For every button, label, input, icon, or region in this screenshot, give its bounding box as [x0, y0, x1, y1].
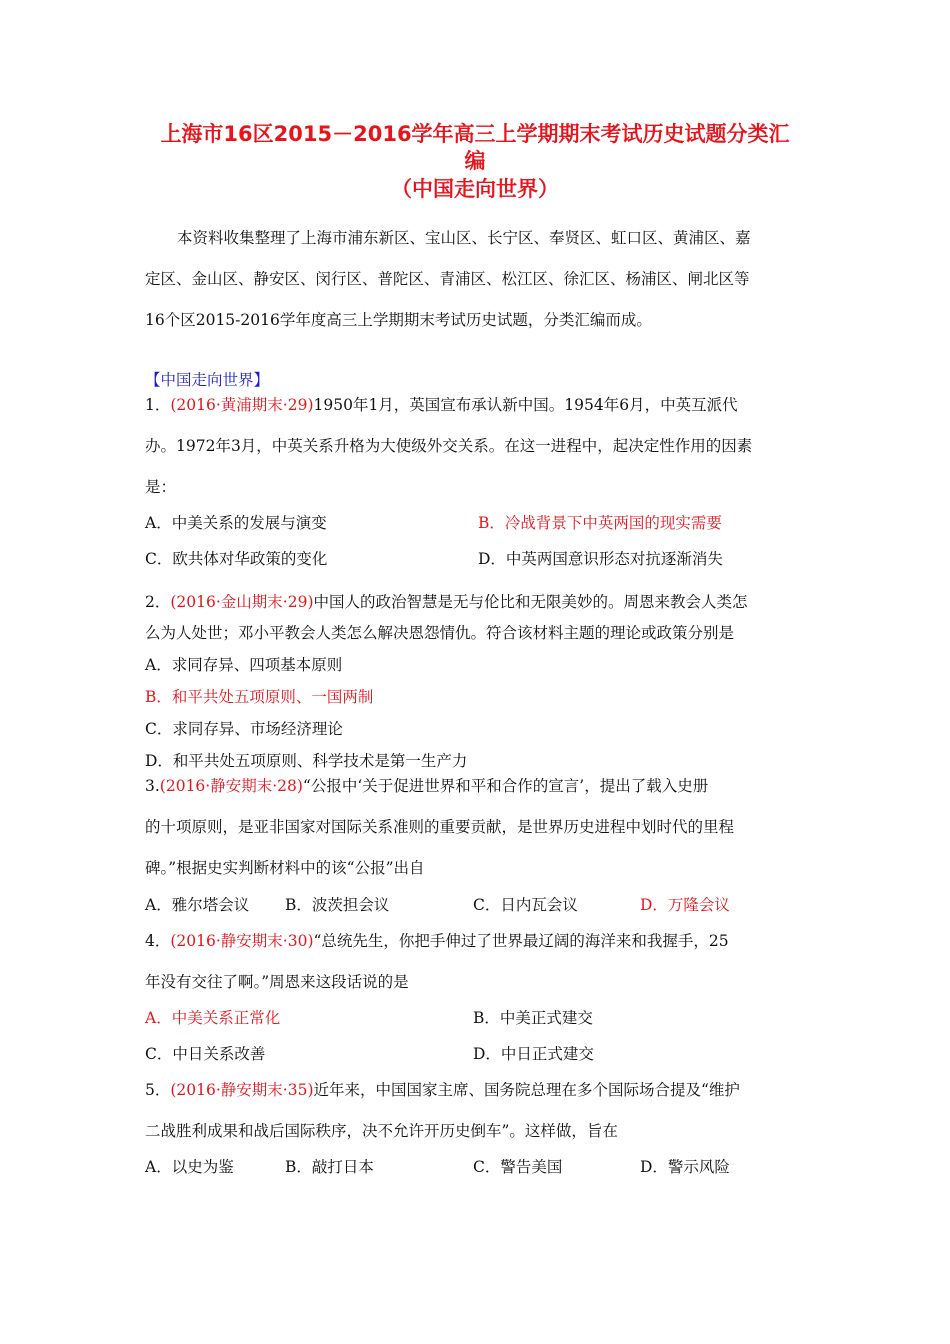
question-2-option-a: A．求同存异、四项基本原则	[145, 656, 343, 674]
question-1-option-b-answer: B．冷战背景下中英两国的现实需要	[478, 514, 722, 532]
question-number: 2．	[145, 593, 171, 611]
question-text: 近年来，中国国家主席、国务院总理在多个国际场合提及“维护	[313, 1081, 740, 1099]
question-4-option-b: B．中美正式建交	[473, 1009, 593, 1027]
question-3-line-1	[145, 775, 708, 797]
question-4-option-c: C．中日关系改善	[145, 1045, 266, 1063]
question-4-option-a-answer: A．中美关系正常化	[145, 1009, 281, 1027]
question-3-line-2: 的十项原则，是亚非国家对国际关系准则的重要贡献，是世界历史进程中划时代的里程	[145, 818, 735, 836]
question-2-line-2: 么为人处世；邓小平教会人类怎么解决恩怨情仇。符合该材料主题的理论或政策分别是	[145, 624, 735, 642]
section-label: 【中国走向世界】	[145, 371, 270, 389]
question-3-option-d-answer: D．万隆会议	[640, 896, 730, 914]
question-4-line-1	[145, 930, 729, 952]
question-5-line-1	[145, 1079, 740, 1101]
question-text: 1950年1月，英国宣布承认新中国。1954年6月，中英互派代	[313, 396, 738, 414]
intro-line-2: 定区、金山区、静安区、闵行区、普陀区、青浦区、松江区、徐汇区、杨浦区、闸北区等	[145, 270, 750, 288]
question-2-line-1	[145, 591, 748, 613]
intro-line-3: 16个区2015-2016学年度高三上学期期末考试历史试题，分类汇编而成。	[145, 311, 652, 329]
question-source: (2016·静安期末·30)	[170, 932, 314, 950]
question-text: 中国人的政治智慧是无与伦比和无限美妙的。周恩来教会人类怎	[313, 593, 748, 611]
question-5-option-c: C．警告美国	[473, 1158, 563, 1176]
question-2-option-d: D．和平共处五项原则、科学技术是第一生产力	[145, 752, 468, 770]
question-1-line-3: 是：	[145, 478, 177, 496]
question-text: “公报中‘关于促进世界和平和合作的宣言’，提出了载入史册	[302, 777, 709, 795]
question-4-option-d: D．中日正式建交	[473, 1045, 594, 1063]
question-3-line-3: 碑。”根据史实判断材料中的该“公报”出自	[145, 859, 425, 877]
document-subtitle: （中国走向世界）	[391, 177, 559, 201]
question-5-option-a: A．以史为鉴	[145, 1158, 234, 1176]
question-4-line-2: 年没有交往了啊。”周恩来这段话说的是	[145, 973, 409, 991]
intro-line-1: 本资料收集整理了上海市浦东新区、宝山区、长宁区、奉贤区、虹口区、黄浦区、嘉	[177, 229, 751, 247]
question-number: 1．	[145, 396, 171, 414]
question-1-option-c: C．欧共体对华政策的变化	[145, 550, 328, 568]
question-source: (2016·黄浦期末·29)	[170, 396, 314, 414]
question-3-option-a: A．雅尔塔会议	[145, 896, 250, 914]
question-3-option-b: B．波茨担会议	[285, 896, 390, 914]
question-1-option-d: D．中英两国意识形态对抗逐渐消失	[478, 550, 723, 568]
question-source: (2016·静安期末·35)	[170, 1081, 314, 1099]
question-5-option-b: B．敲打日本	[285, 1158, 374, 1176]
question-5-option-d: D．警示风险	[640, 1158, 730, 1176]
question-2-option-b-answer: B．和平共处五项原则、一国两制	[145, 688, 374, 706]
question-5-line-2: 二战胜利成果和战后国际秩序，决不允许开历史倒车”。这样做，旨在	[145, 1122, 618, 1140]
question-number: 5．	[145, 1081, 171, 1099]
document-title-line-2: 编	[464, 149, 486, 173]
question-number: 3.	[145, 777, 160, 795]
document-title-line-1: 上海市16区2015－2016学年高三上学期期末考试历史试题分类汇	[160, 122, 790, 146]
question-1-option-a: A．中美关系的发展与演变	[145, 514, 327, 532]
question-3-option-c: C．日内瓦会议	[473, 896, 578, 914]
question-source: (2016·静安期末·28)	[159, 777, 303, 795]
question-number: 4．	[145, 932, 171, 950]
question-1-line-1	[145, 394, 738, 416]
question-text: “总统先生，你把手伸过了世界最辽阔的海洋来和我握手，25	[313, 932, 729, 950]
question-source: (2016·金山期末·29)	[170, 593, 314, 611]
question-1-line-2: 办。1972年3月，中英关系升格为大使级外交关系。在这一进程中，起决定性作用的因素	[145, 437, 753, 455]
question-2-option-c: C．求同存异、市场经济理论	[145, 720, 343, 738]
